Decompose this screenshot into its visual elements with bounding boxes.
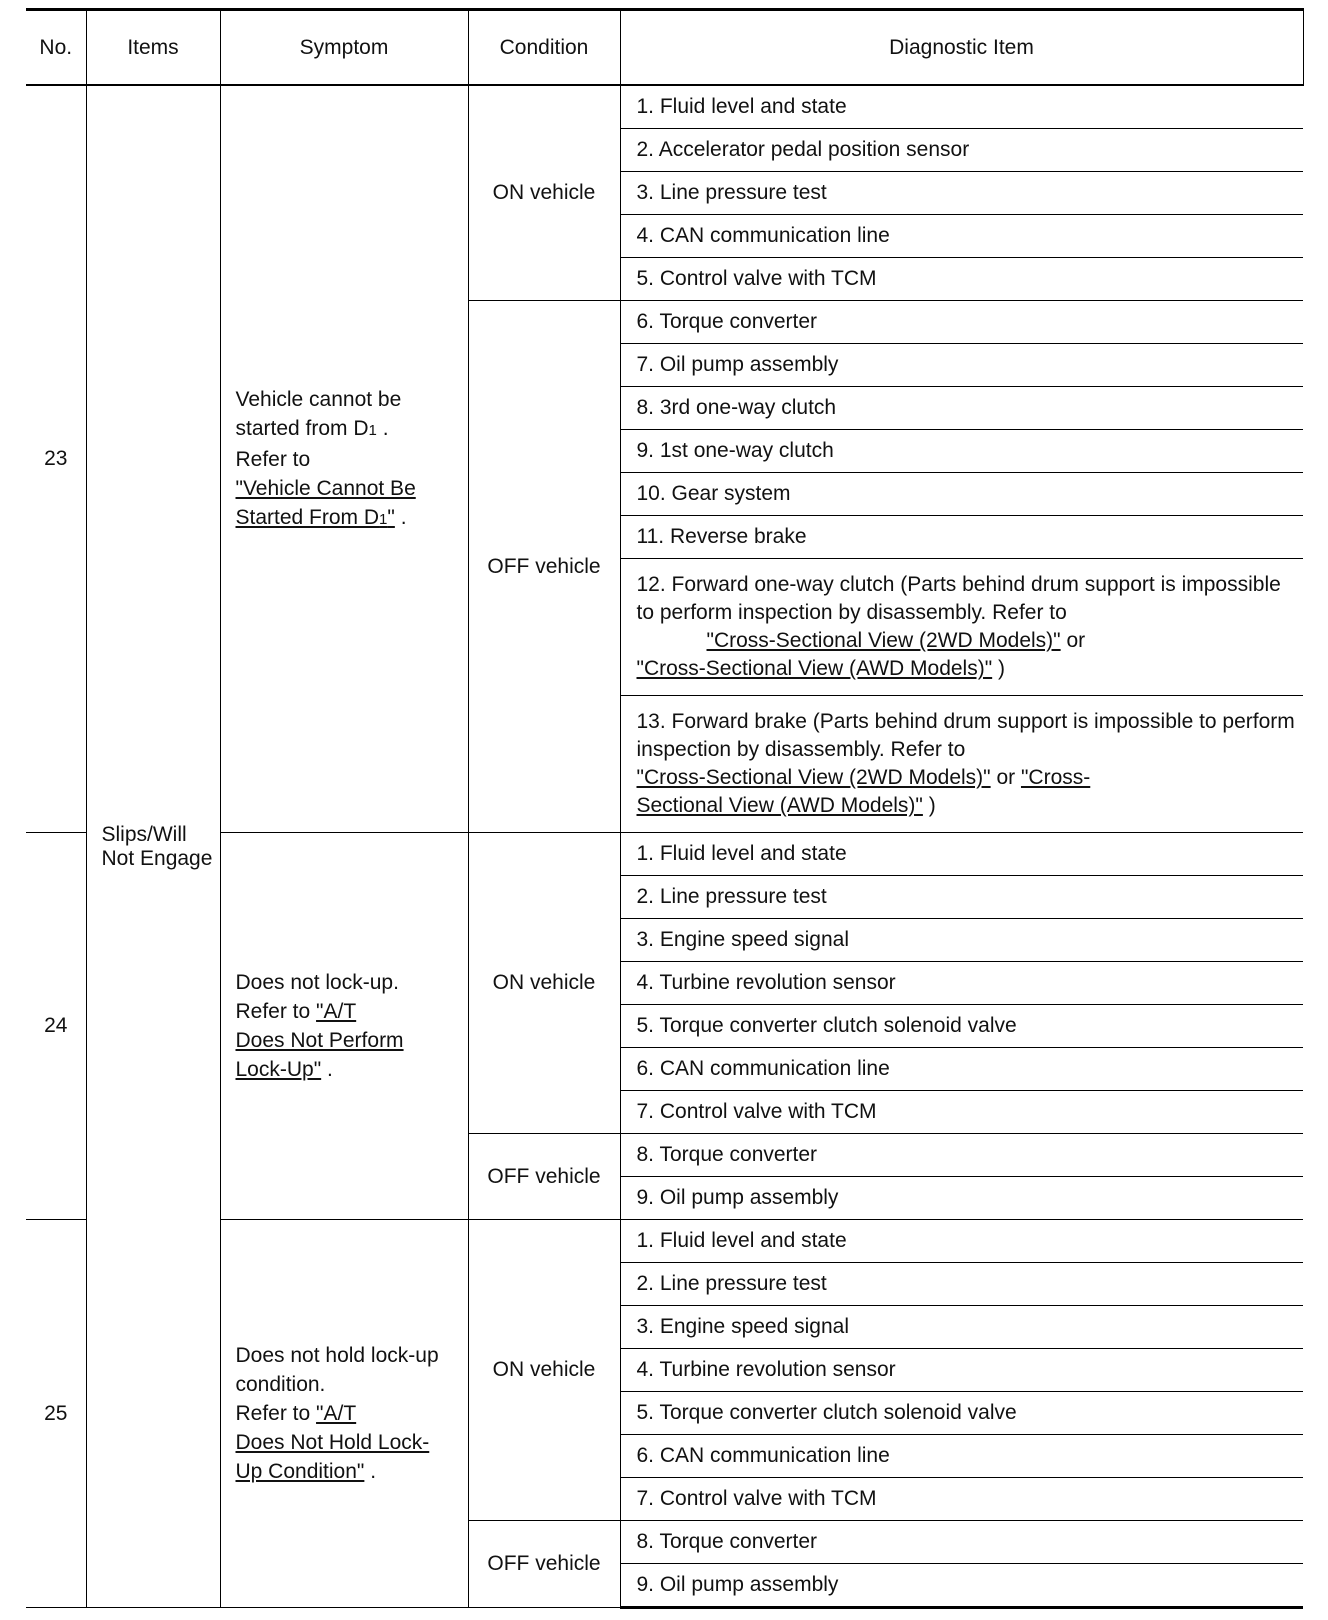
condition-cell: OFF vehicle — [468, 301, 620, 833]
row-number: 24 — [26, 833, 86, 1220]
diagnostic-item: 9. Oil pump assembly — [620, 1564, 1303, 1608]
diagnostic-item: 2. Accelerator pedal position sensor — [620, 129, 1303, 172]
diagnostic-item: 4. Turbine revolution sensor — [620, 962, 1303, 1005]
diagnostic-item: 8. Torque converter — [620, 1521, 1303, 1564]
diagnostic-item: 13. Forward brake (Parts behind drum support is impossible to perform inspection by disassembly. Refer to "Cross-Sectional View (2WD Models)" or "Cross- Sectional View (AWD Models)" ) — [620, 696, 1303, 833]
diagnostic-item: 9. Oil pump assembly — [620, 1177, 1303, 1220]
diagnostic-item: 1. Fluid level and state — [620, 85, 1303, 129]
header-items: Items — [86, 10, 220, 86]
symptom-cell: Vehicle cannot be started from D1 . Refer to "Vehicle Cannot Be Started From D1" . — [220, 85, 468, 833]
diagnostic-item: 1. Fluid level and state — [620, 833, 1303, 876]
diagnostic-item: 5. Torque converter clutch solenoid valve — [620, 1392, 1303, 1435]
diagnostic-item: 7. Control valve with TCM — [620, 1091, 1303, 1134]
link-cross-sectional-awd[interactable]: "Cross- Sectional View (AWD Models)" — [636, 766, 1091, 817]
link-vehicle-cannot-be-started[interactable]: "Vehicle Cannot Be Started From D1" — [235, 476, 416, 529]
row-number: 23 — [26, 85, 86, 833]
diagnostic-item: 5. Torque converter clutch solenoid valve — [620, 1005, 1303, 1048]
diagnostic-item: 3. Engine speed signal — [620, 1306, 1303, 1349]
condition-cell: ON vehicle — [468, 1220, 620, 1521]
diagnostic-item: 4. CAN communication line — [620, 215, 1303, 258]
condition-cell: ON vehicle — [468, 833, 620, 1134]
diagnostic-item: 8. 3rd one-way clutch — [620, 387, 1303, 430]
link-cross-sectional-2wd[interactable]: "Cross-Sectional View (2WD Models)" — [706, 629, 1061, 652]
link-cross-sectional-2wd[interactable]: "Cross-Sectional View (2WD Models)" — [636, 766, 991, 789]
diagnostic-item: 12. Forward one-way clutch (Parts behind drum support is impossible to perform inspection by disassembly. Refer to "Cross-Sectional View (2WD Models)" or "Cross-Sectional View (AWD Models)" ) — [620, 559, 1303, 696]
diagnostic-item: 6. Torque converter — [620, 301, 1303, 344]
diagnostic-item: 3. Line pressure test — [620, 172, 1303, 215]
diagnostic-item: 2. Line pressure test — [620, 876, 1303, 919]
header-no: No. — [26, 10, 86, 86]
diagnostic-item: 2. Line pressure test — [620, 1263, 1303, 1306]
condition-cell: OFF vehicle — [468, 1521, 620, 1608]
row-number: 25 — [26, 1220, 86, 1608]
diagnostic-item: 9. 1st one-way clutch — [620, 430, 1303, 473]
diagnostic-item: 6. CAN communication line — [620, 1048, 1303, 1091]
link-at-does-not-perform-lockup[interactable]: "A/T Does Not Perform Lock-Up" — [235, 1000, 404, 1081]
diagnostic-item: 1. Fluid level and state — [620, 1220, 1303, 1263]
diagnostic-item: 3. Engine speed signal — [620, 919, 1303, 962]
diagnostic-item: 7. Control valve with TCM — [620, 1478, 1303, 1521]
condition-cell: OFF vehicle — [468, 1134, 620, 1220]
link-at-does-not-hold-lockup[interactable]: "A/T Does Not Hold Lock- Up Condition" — [235, 1402, 430, 1483]
diagnostic-item: 11. Reverse brake — [620, 516, 1303, 559]
header-diagnostic-item: Diagnostic Item — [620, 10, 1303, 86]
items-cell: Slips/Will Not Engage — [86, 85, 220, 1608]
symptom-cell: Does not hold lock-up condition. Refer to "A/T Does Not Hold Lock- Up Condition" . — [220, 1220, 468, 1608]
diagnostic-item: 7. Oil pump assembly — [620, 344, 1303, 387]
link-cross-sectional-awd[interactable]: "Cross-Sectional View (AWD Models)" — [636, 657, 993, 680]
diagnostic-item: 6. CAN communication line — [620, 1435, 1303, 1478]
diagnostic-item: 5. Control valve with TCM — [620, 258, 1303, 301]
diagnostic-item: 4. Turbine revolution sensor — [620, 1349, 1303, 1392]
table-row — [26, 85, 1303, 129]
symptom-cell: Does not lock-up. Refer to "A/T Does Not Perform Lock-Up" . — [220, 833, 468, 1220]
diagnostic-item: 10. Gear system — [620, 473, 1303, 516]
header-condition: Condition — [468, 10, 620, 86]
diagnosis-table — [26, 8, 1304, 1609]
condition-cell: ON vehicle — [468, 85, 620, 301]
header-symptom: Symptom — [220, 10, 468, 86]
header-row — [26, 10, 1303, 86]
diagnostic-item: 8. Torque converter — [620, 1134, 1303, 1177]
